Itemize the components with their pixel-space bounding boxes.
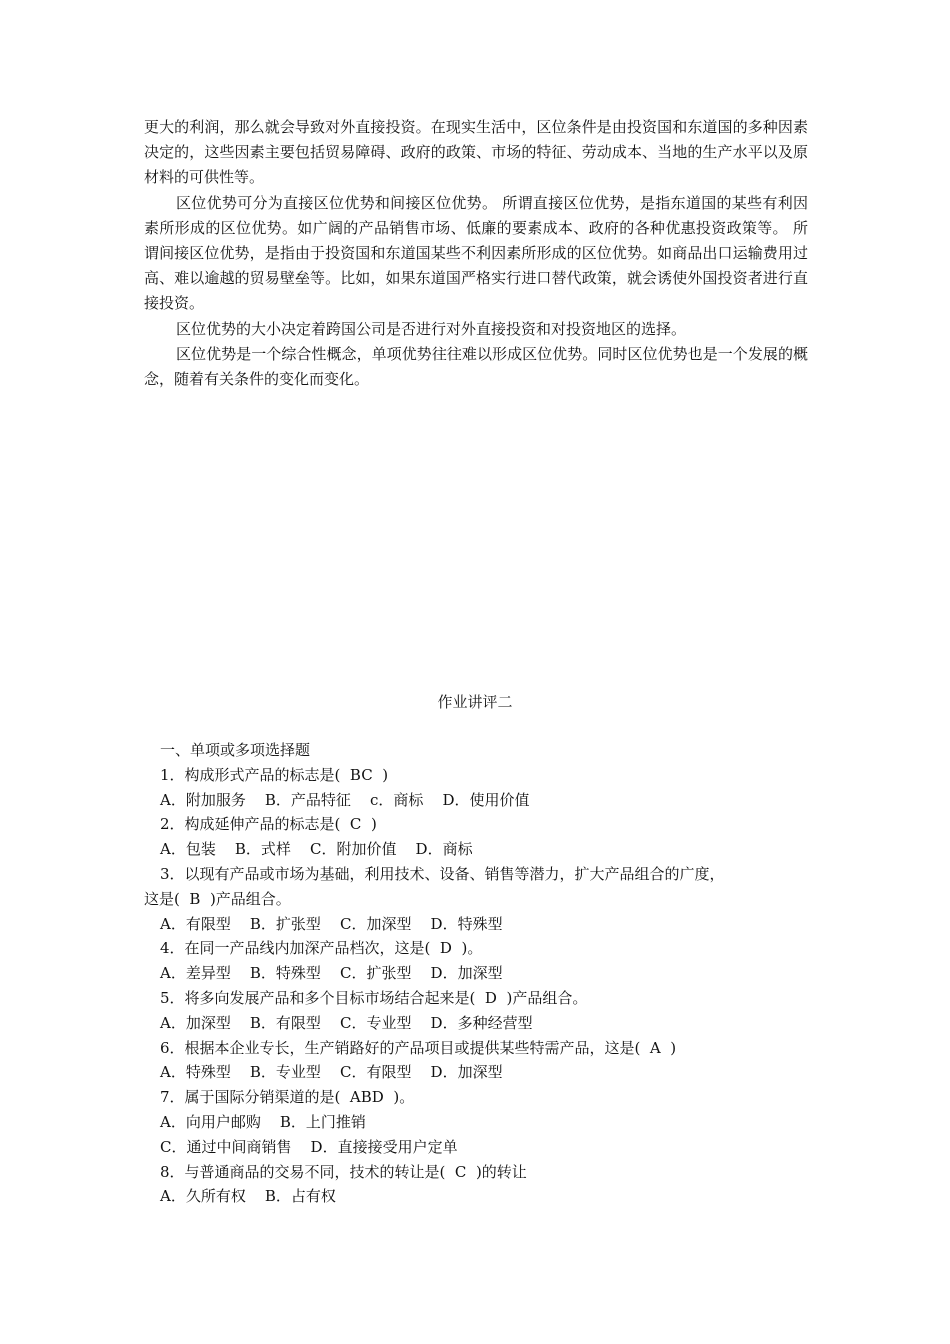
question-options: A．向用户邮购 B．上门推销 xyxy=(160,1112,366,1131)
question: 8．与普通商品的交易不同，技术的转让是( C )的转让 xyxy=(160,1162,527,1181)
paragraph: 区位优势的大小决定着跨国公司是否进行对外直接投资和对投资地区的选择。 xyxy=(176,319,687,338)
question-options: A．差异型 B．特殊型 C．扩张型 D．加深型 xyxy=(160,964,503,983)
question: 2．构成延伸产品的标志是( C ) xyxy=(160,815,377,834)
paragraph: 更大的利润，那么就会导致对外直接投资。在现实生活中，区位条件是由投资国和东道国的多种因素决定的，这些因素主要包括贸易障碍、政府的政策、市场的特征、劳动成本、当地的生产水平以及原材料的可供性等。 xyxy=(144,118,808,187)
question: 1．构成形式产品的标志是( BC ) xyxy=(160,765,389,784)
question-options: A．有限型 B．扩张型 C．加深型 D．特殊型 xyxy=(160,914,503,933)
page-title: 作业讲评二 xyxy=(437,693,513,711)
section-heading: 一、单项或多项选择题 xyxy=(160,741,311,759)
question: 6．根据本企业专长，生产销路好的产品项目或提供某些特需产品，这是( A ) xyxy=(160,1038,677,1057)
question: 4．在同一产品线内加深产品档次，这是( D )。 xyxy=(160,939,483,958)
question-continuation: 这是( B )产品组合。 xyxy=(144,889,291,908)
question-options: A．附加服务 B．产品特征 c．商标 D．使用价值 xyxy=(160,790,530,809)
question-options: C．通过中间商销售 D．直接接受用户定单 xyxy=(160,1137,458,1156)
paragraph: 区位优势是一个综合性概念，单项优势往往难以形成区位优势。同时区位优势也是一个发展的概念，随着有关条件的变化而变化。 xyxy=(144,344,808,389)
question-options: A．包装 B．式样 C．附加价值 D．商标 xyxy=(160,840,473,859)
question-options: A．加深型 B．有限型 C．专业型 D．多种经营型 xyxy=(160,1013,533,1032)
question: 5．将多向发展产品和多个目标市场结合起来是( D )产品组合。 xyxy=(160,988,588,1007)
question-options: A．特殊型 B．专业型 C．有限型 D．加深型 xyxy=(160,1063,503,1082)
question-options: A．久所有权 B．占有权 xyxy=(160,1187,336,1206)
paragraph: 区位优势可分为直接区位优势和间接区位优势。 所谓直接区位优势，是指东道国的某些有利因素所形成的区位优势。如广阔的产品销售市场、低廉的要素成本、政府的各种优惠投资政策等。 所谓间接区位优势，是指由于投资国和东道国某些不利因素所形成的区位优势。如商品出口运输费用过高、难以逾越的贸易壁垒等。比如，如果东道国严格实行进口替代政策，就会诱使外国投资者进行直接投资。 xyxy=(144,193,808,313)
intro-text xyxy=(144,115,808,392)
question-list xyxy=(144,738,808,1209)
question: 3．以现有产品或市场为基础，利用技术、设备、销售等潜力，扩大产品组合的广度， xyxy=(160,864,725,883)
question: 7．属于国际分销渠道的是( ABD )。 xyxy=(160,1088,415,1107)
